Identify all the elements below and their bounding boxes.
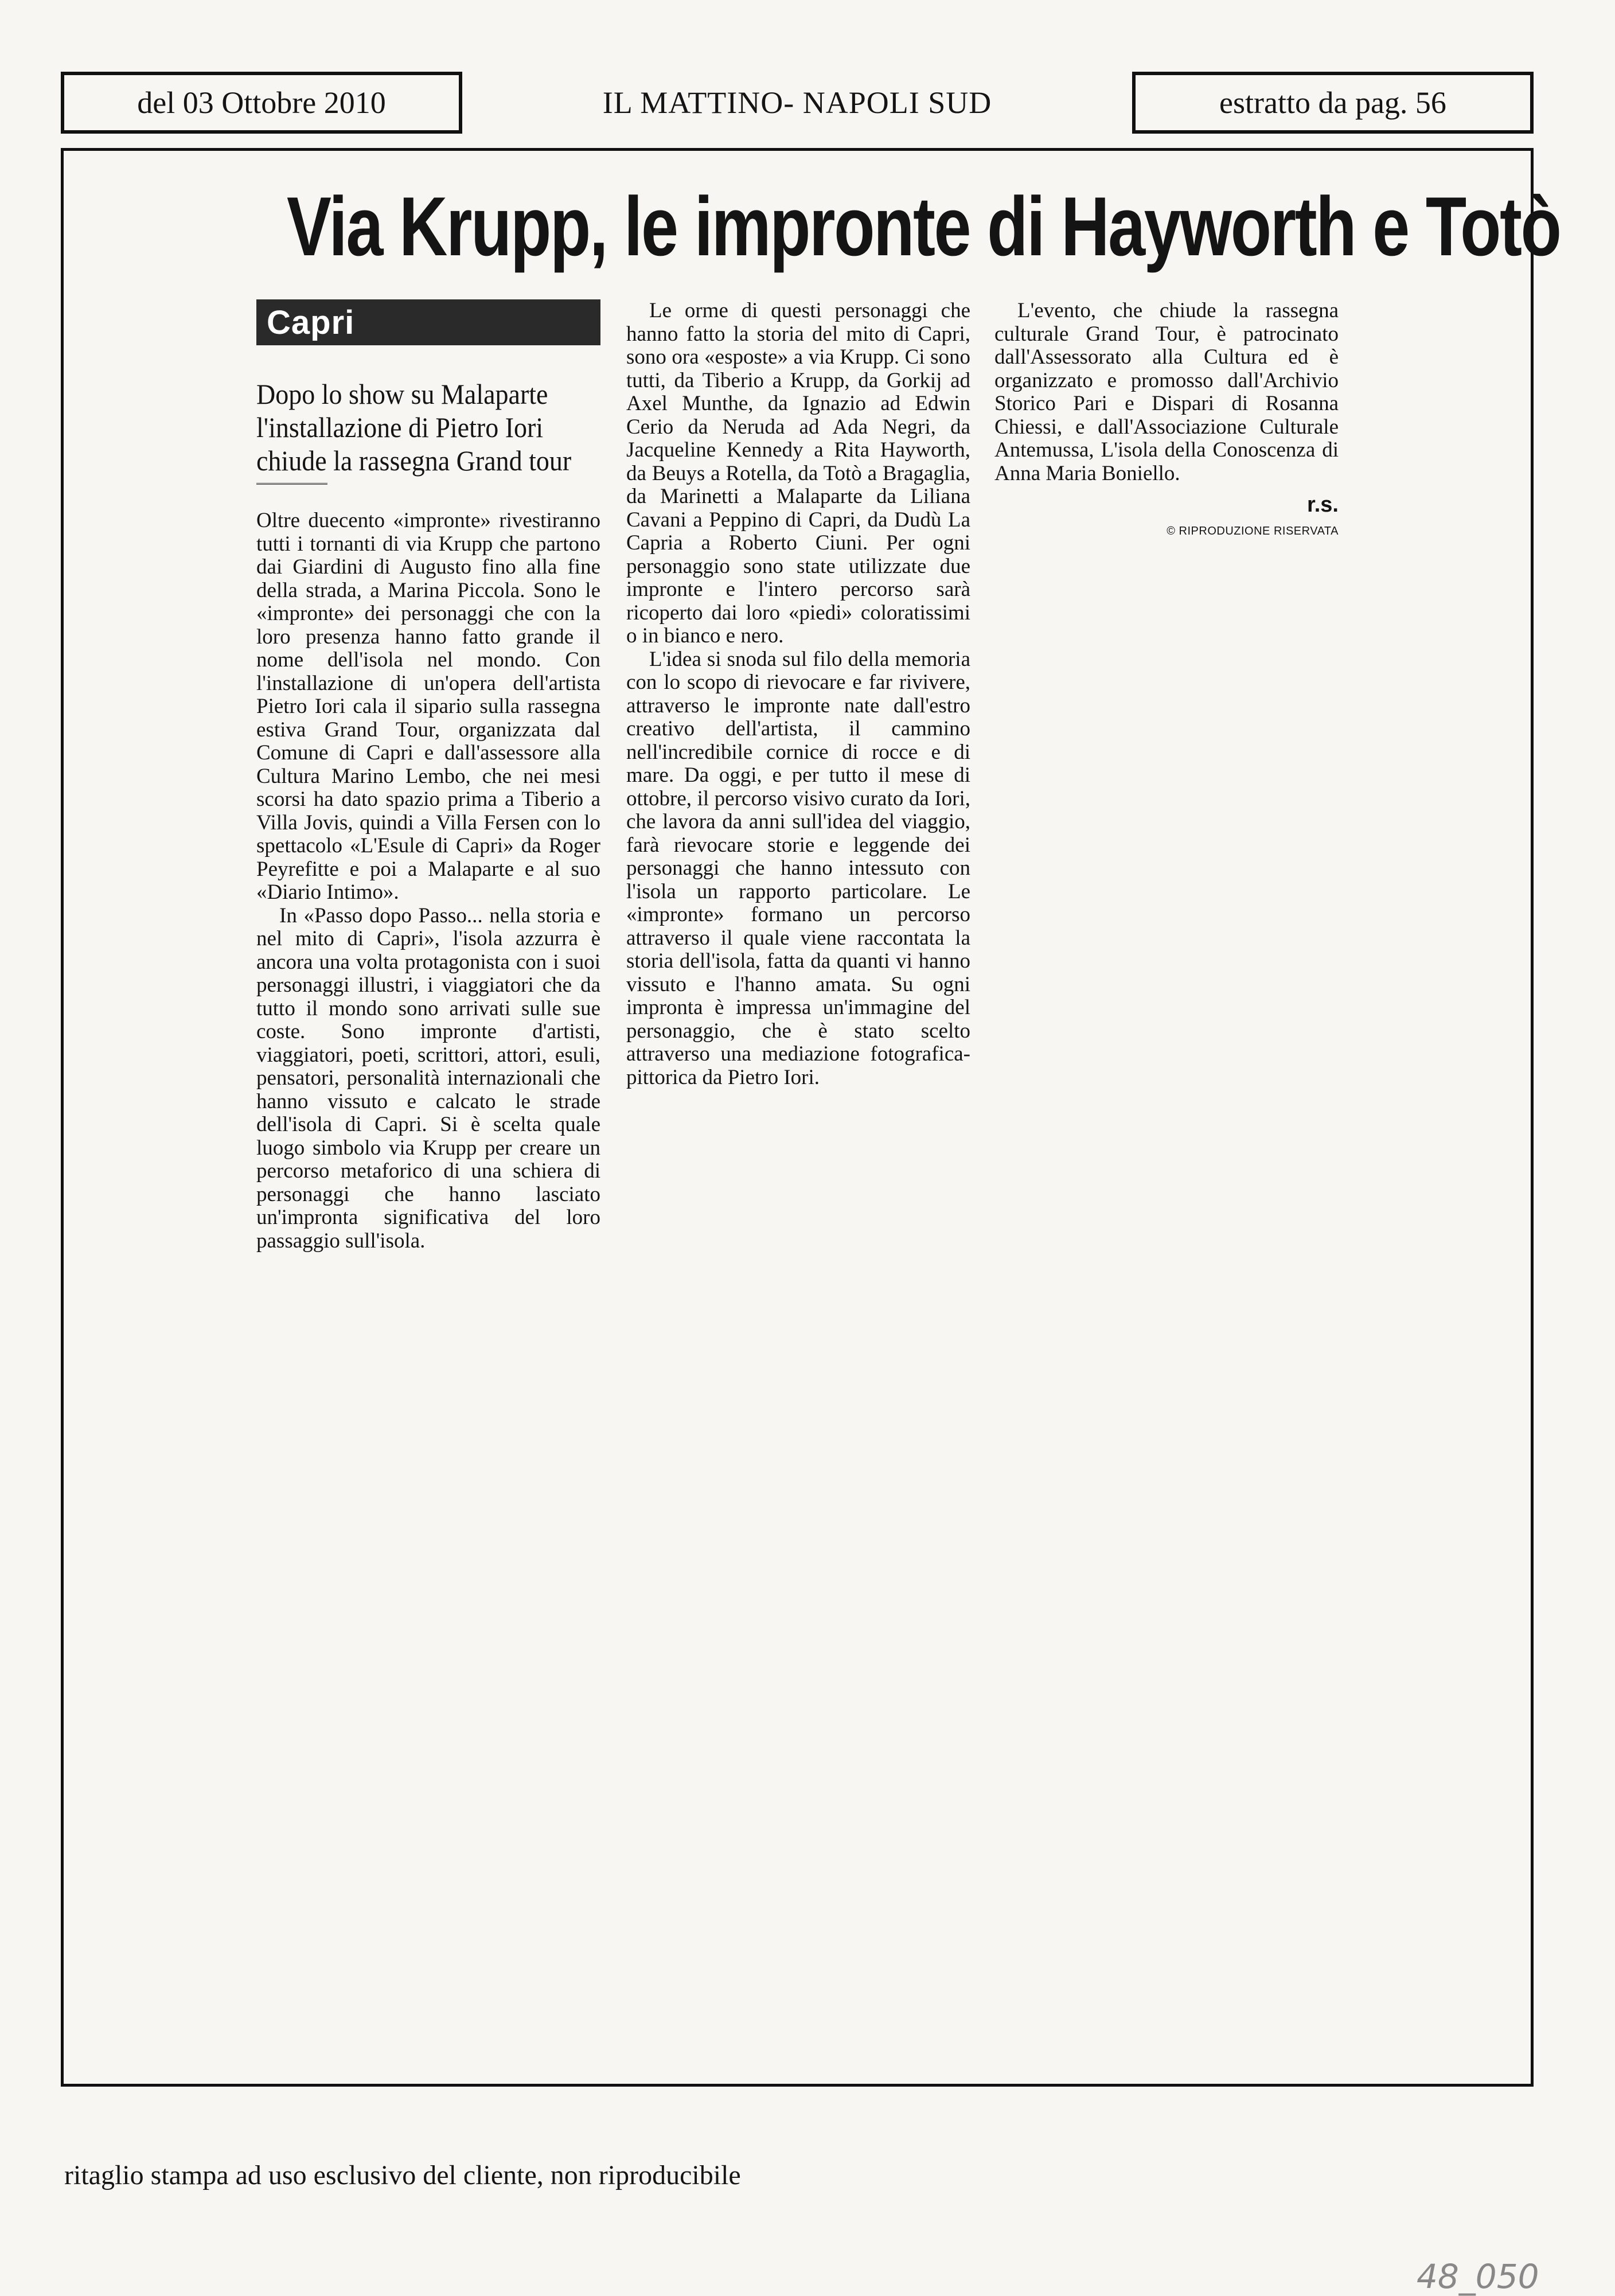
article-paragraph-2: In «Passo dopo Passo... nella storia e nel mito di Capri», l'isola azzurra è ancora una volta protagonista con i suoi personaggi illustri, i viaggiatori che da tutto il mondo sono arrivati sulle sue coste. Sono impronte d'artisti, viaggiatori, poeti, scrittori, attori, esuli, pensatori, personalità internazionali che hanno vissuto e calcato le strade dell'isola di Capri. Si è scelta quale luogo simbolo via Krupp per creare un percorso metaforico di una schiera di personaggi che hanno lasciato un'impronta significativa del loro passaggio sull'isola. [256, 903, 600, 1253]
article-headline: Via Krupp, le impronte di Hayworth e Totò [287, 180, 1561, 273]
header-publication: IL MATTINO- NAPOLI SUD [602, 85, 992, 120]
article-column-3 [994, 299, 1339, 538]
rights-notice: © RIPRODUZIONE RISERVATA [1167, 524, 1339, 537]
header-page-box [1132, 72, 1534, 134]
article-subhead: Dopo lo show su Malaparte l'installazione di Pietro Iori chiude la rassegna Grand tour [256, 378, 572, 477]
handwritten-reference: 48_050 [1417, 2257, 1539, 2296]
header-date-box [61, 72, 462, 134]
article-column-2 [626, 299, 970, 1089]
kicker-label: Capri [267, 303, 355, 341]
article-paragraph-5: L'evento, che chiude la rassegna culturale Grand Tour, è patrocinato dall'Assessorato alla Cultura ed è organizzato e promosso dall'Archivio Storico Pari e Dispari di Rosanna Chiessi, e dall'Associazione Culturale Antemussa, L'isola della Conoscenza di Anna Maria Boniello. [994, 299, 1339, 485]
header-page: estratto da pag. 56 [1219, 85, 1446, 120]
article-signature: r.s. [1307, 493, 1339, 517]
footer-note: ritaglio stampa ad uso esclusivo del cliente, non riproducibile [64, 2160, 741, 2190]
article-paragraph-1: Oltre duecento «impronte» rivestiranno tutti i tornanti di via Krupp che partono dai Giardini di Augusto fino alla fine della strada, a Marina Piccola. Sono le «impronte» dei personaggi che con la loro presenza hanno fatto grande il nome dell'isola nel mondo. Con l'installazione di un'opera dell'artista Pietro Iori cala il sipario sulla rassegna estiva Grand Tour, organizzata dal Comune di Capri e dall'assessore alla Cultura Marino Lembo, che nei mesi scorsi ha dato spazio prima a Tiberio a Villa Jovis, quindi a Villa Fersen con lo spettacolo «L'Esule di Capri» da Roger Peyrefitte e poi a Malaparte e al suo «Diario Intimo». [256, 509, 600, 904]
article-column-1 [256, 509, 600, 1253]
section-kicker [256, 299, 600, 345]
article-paragraph-3: Le orme di questi personaggi che hanno fatto la storia del mito di Capri, sono ora «esposte» a via Krupp. Ci sono tutti, da Tiberio a Krupp, da Gorkij ad Axel Munthe, da Ignazio ad Edwin Cerio da Neruda ad Ada Negri, da Jacqueline Kennedy a Rita Hayworth, da Beuys a Rotella, da Totò a Bragaglia, da Marinetti a Malaparte da Liliana Cavani a Peppino di Capri, da Dudù La Capria a Roberto Ciuni. Per ogni personaggio sono state utilizzate due impronte e l'intero percorso sarà ricoperto dai loro «piedi» coloratissimi o in bianco e nero. [626, 299, 970, 648]
subhead-divider [256, 483, 327, 487]
article-paragraph-4: L'idea si snoda sul filo della memoria con lo scopo di rievocare e far rivivere, attraverso le impronte nate dall'estro creativo dell'artista, il cammino nell'incredibile cornice di rocce e di mare. Da oggi, e per tutto il mese di ottobre, il percorso visivo curato da Iori, che lavora da anni sull'idea del viaggio, farà rievocare storie e leggende dei personaggi che hanno intessuto con l'isola un rapporto particolare. Le «impronte» formano un percorso attraverso il quale viene raccontata la storia dell'isola, fatta da quanti vi hanno vissuto e l'hanno amata. Su ogni impronta è impressa un'immagine del personaggio, che è stato scelto attraverso una mediazione fotografica-pittorica da Pietro Iori. [626, 647, 970, 1089]
header-date: del 03 Ottobre 2010 [137, 85, 386, 120]
